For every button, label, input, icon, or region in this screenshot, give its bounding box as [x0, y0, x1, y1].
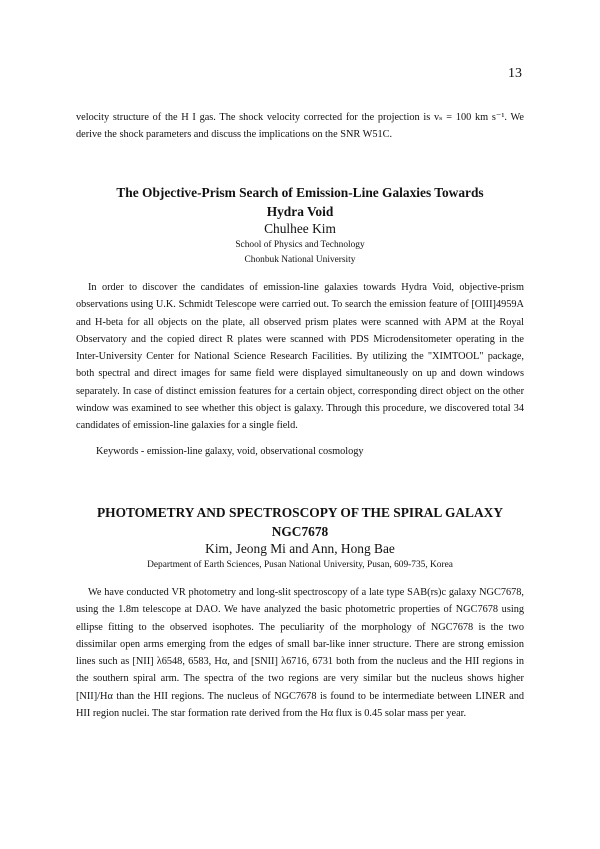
abstract2-author: Kim, Jeong Mi and Ann, Hong Bae — [205, 541, 395, 556]
abstract2-affiliation: Department of Earth Sciences, Pusan National University, Pusan, 609-735, Korea — [147, 560, 453, 570]
abstract1-keywords: Keywords - emission-line galaxy, void, observational cosmology — [96, 446, 364, 457]
abstract1-title-line2: Hydra Void — [266, 204, 334, 219]
page-number: 13 — [508, 66, 522, 81]
abstract2-body: We have conducted VR photometry and long-slit spectroscopy of a late type SAB(rs)c galaxy NGC7678, using the 1.8m telescope at DAO. We have analyzed the basic photometric properties of NGC7678 using ellipse fitting to the observed isophotes. The peculiarity of the morphology of NGC7678 is the two dissimilar open arms emerging from the edges of small bar-like inner structure. There are strong emission lines such as [NII] λ6548, 6583, Hα, and [SNII] λ6716, 6731 both from the nucleus and the HII regions in the southern spiral arm. The spectra of the two regions are very similar but the nucleus shows higher [NII]/Hα than the HII regions. The nucleus of NGC7678 is found to be intermediate between LINER and HII region nuclei. The star formation rate derived from the Hα flux is 0.45 solar mass per year. — [76, 587, 524, 720]
previous-abstract-tail: velocity structure of the H I gas. The shock velocity corrected for the projection is vₛ = 100 km s⁻¹. We derive the shock parameters and discuss the implications on the SNR W51C. — [76, 112, 524, 141]
abstract1-affiliation-line1: School of Physics and Technology — [235, 240, 365, 250]
abstract2-title-line1: PHOTOMETRY AND SPECTROSCOPY OF THE SPIRAL GALAXY — [96, 505, 503, 520]
abstract1-body: In order to discover the candidates of emission-line galaxies towards Hydra Void, objective-prism observations using U.K. Schmidt Telescope were carried out. To search the emission feature of [OIII]4959A and H-beta for all objects on the plate, all observed prism plates were scanned with APM at the Royal Observatory and the copied direct R plates were scanned with PDS Microdensitometer operating in the Inter-University Center for National Science Research Facilities. By utilizing the "XIMTOOL" package, both spectral and direct images for same field were displayed simultaneously on up and down windows separately. In case of distinct emission features for a certain object, corresponding direct object on the other window was examined to see whether this object is galaxy. Through this procedure, we discovered total 34 candidates of emission-line galaxies for a single field. — [76, 282, 524, 432]
abstract2-title-line2: NGC7678 — [271, 524, 329, 539]
abstract1-affiliation-line2: Chonbuk National University — [244, 255, 356, 265]
abstract1-title-line1: The Objective-Prism Search of Emission-Line Galaxies Towards — [116, 185, 484, 200]
abstract1-author: Chulhee Kim — [264, 221, 336, 236]
